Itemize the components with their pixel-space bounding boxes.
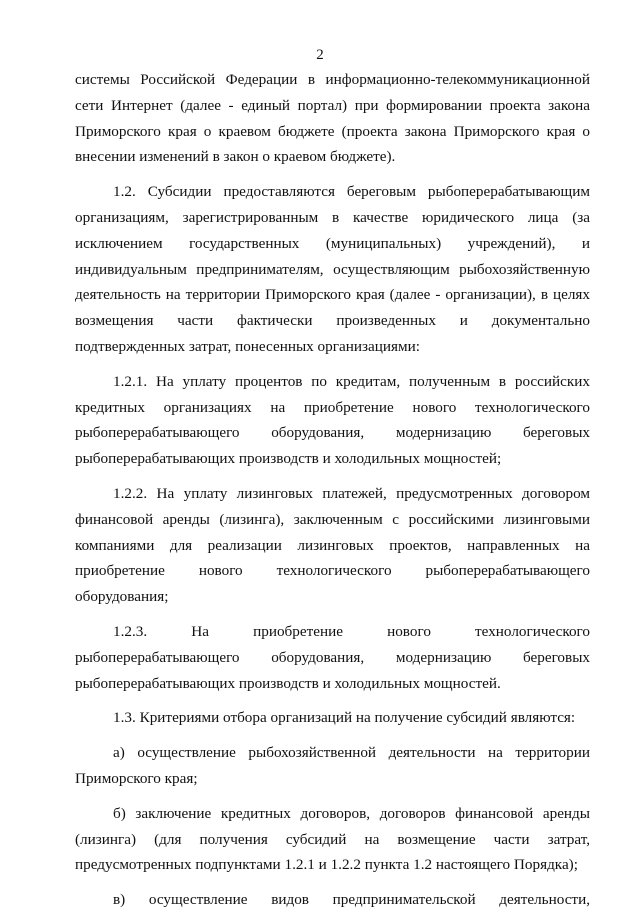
paragraph-intro	[75, 67, 590, 170]
paragraph-gap	[75, 696, 590, 705]
paragraph-a	[75, 740, 590, 792]
text-line: 1.2. Субсидии предоставляются береговым рыбоперерабатывающим	[113, 183, 590, 201]
paragraph-1-3	[75, 705, 590, 731]
text-line: компаниями для реализации лизинговых проектов, направленных на	[75, 536, 590, 554]
paragraph-1-2-2	[75, 481, 590, 610]
paragraph-b	[75, 801, 590, 878]
paragraph-gap	[75, 731, 590, 740]
text-line: Приморского края о краевом бюджете (проекта закона Приморского края о	[75, 122, 590, 140]
text-line: индивидуальным предпринимателям, осуществляющим рыбохозяйственную	[75, 260, 590, 278]
text-line: б) заключение кредитных договоров, договоров финансовой аренды	[113, 804, 590, 822]
text-line: деятельность на территории Приморского края (далее - организации), в целях	[75, 286, 590, 304]
paragraph-1-2	[75, 179, 590, 360]
text-line: рыбоперерабатывающих производств и холодильных мощностей.	[75, 674, 501, 692]
paragraph-gap	[75, 360, 590, 369]
text-line: 1.2.3. На приобретение нового технологического	[113, 622, 590, 640]
text-line: рыбоперерабатывающего оборудования, модернизацию береговых	[75, 424, 590, 442]
paragraph-gap	[75, 610, 590, 619]
text-line: исключением государственных (муниципальных) учреждений), и	[75, 234, 590, 252]
paragraph-1-2-1	[75, 369, 590, 472]
text-line: организациям, зарегистрированным в качестве юридического лица (за	[75, 208, 590, 226]
paragraph-gap	[75, 878, 590, 887]
text-line: в) осуществление видов предпринимательской деятельности,	[113, 891, 590, 909]
text-line: сети Интернет (далее - единый портал) при формировании проекта закона	[75, 96, 590, 114]
text-line: кредитных организациях на приобретение нового технологического	[75, 398, 590, 416]
text-line: (лизинга) (для получения субсидий на возмещение части затрат,	[75, 830, 590, 848]
text-line: оборудования;	[75, 588, 169, 606]
text-line: а) осуществление рыбохозяйственной деятельности на территории	[113, 744, 590, 762]
text-line: 1.3. Критериями отбора организаций на получение субсидий являются:	[113, 709, 576, 727]
text-line: предусмотренных подпунктами 1.2.1 и 1.2.2 пункта 1.2 настоящего Порядка);	[75, 856, 578, 874]
text-line: Приморского края;	[75, 769, 198, 787]
document-body	[75, 67, 590, 913]
text-line: системы Российской Федерации в информационно-телекоммуникационной	[75, 71, 590, 88]
text-line: финансовой аренды (лизинга), заключенным с российскими лизинговыми	[75, 510, 590, 528]
paragraph-gap	[75, 792, 590, 801]
text-line: рыбоперерабатывающих производств и холодильных мощностей;	[75, 450, 502, 468]
text-line: подтвержденных затрат, понесенных организациями:	[75, 337, 420, 355]
text-line: приобретение нового технологического рыбоперерабатывающего	[75, 562, 590, 580]
text-line: 1.2.1. На уплату процентов по кредитам, полученным в российских	[113, 372, 590, 390]
paragraph-1-2-3	[75, 619, 590, 696]
text-line: возмещения части фактически произведенных и документально	[75, 312, 590, 330]
text-line: 1.2.2. На уплату лизинговых платежей, предусмотренных договором	[113, 484, 590, 502]
paragraph-gap	[75, 170, 590, 179]
paragraph-gap	[75, 472, 590, 481]
text-line: внесении изменений в закон о краевом бюджете).	[75, 148, 396, 166]
text-line: рыбоперерабатывающего оборудования, модернизацию береговых	[75, 648, 590, 666]
page-number: 2	[316, 47, 324, 63]
paragraph-v	[75, 887, 590, 913]
